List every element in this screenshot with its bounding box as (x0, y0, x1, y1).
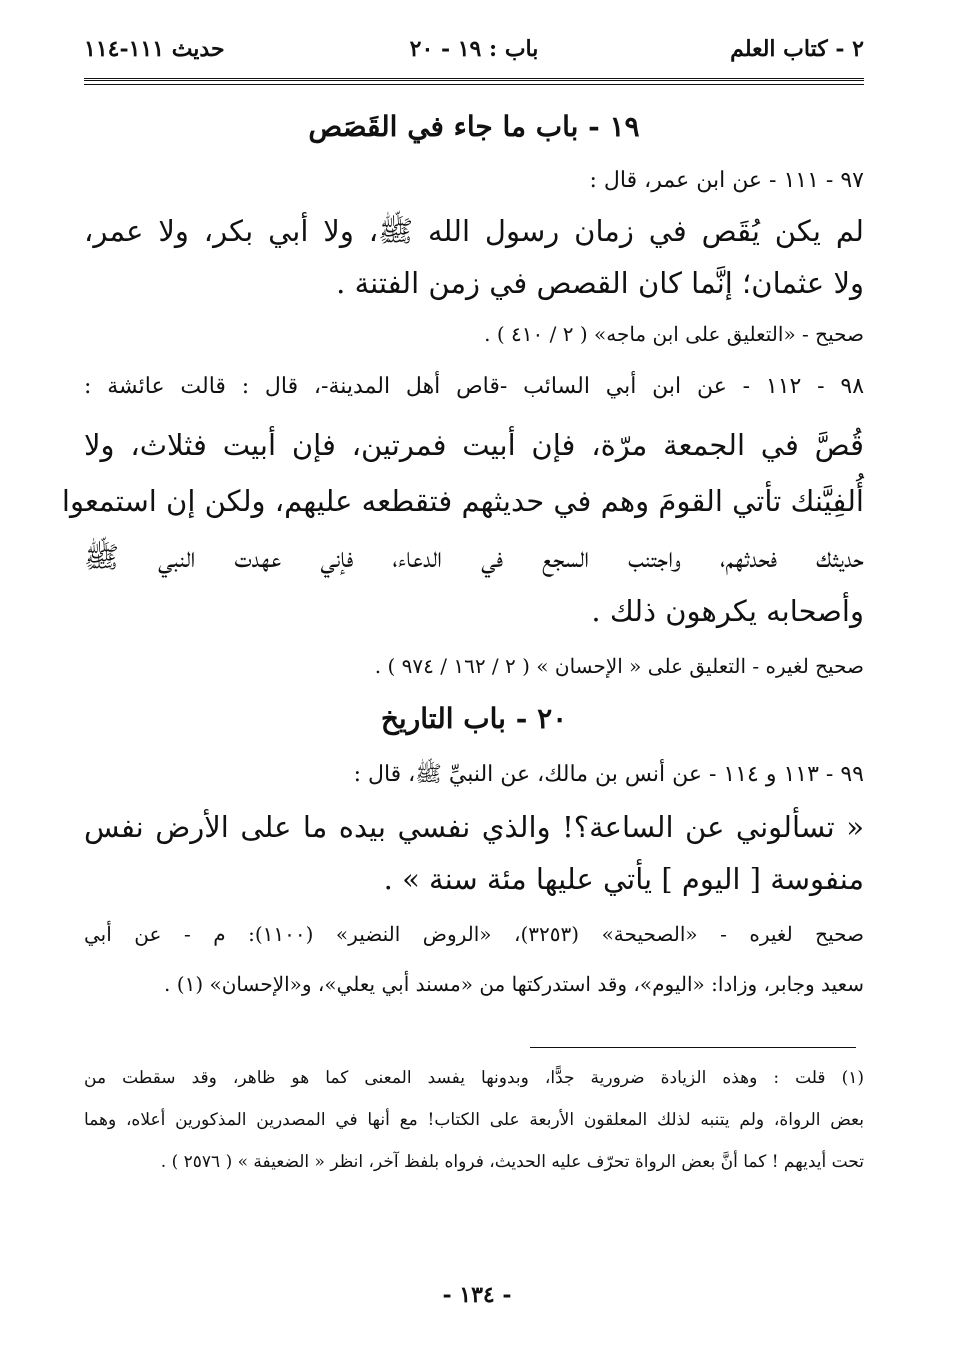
hadith-99-grading-line-2: سعيد وجابر، وزادا: «اليوم»، وقد استدركتها من «مسند أبي يعلي»، و«الإحسان» (١) . (164, 972, 864, 996)
hadith-99-text-line-2: منفوسة [ اليوم ] يأتي عليها مئة سنة » . (383, 862, 864, 896)
footnote-line-3: تحت أيديهم ! كما أنَّ بعض الرواة تحرّف عليه الحديث، فرواه بلفظ آخر، انظر « الضعيفة » ( ٢٥٧٦ ) . (160, 1152, 864, 1172)
footnote-line-1: (١) قلت : وهذه الزيادة ضرورية جدًّا، وبدونها يفسد المعنى كما هو ظاهر، وقد سقطت من (84, 1068, 864, 1088)
header-book-title: ٢ - كتاب العلم (730, 36, 864, 62)
hadith-98-text-line-4: وأصحابه يكرهون ذلك . (591, 594, 864, 628)
hadith-97-grading: صحيح - «التعليق على ابن ماجه» ( ٢ / ٤١٠ ) . (484, 322, 864, 346)
chapter-19-title: ١٩ - باب ما جاء في القَصَص (308, 110, 640, 143)
header-chapter-range: باب : ١٩ - ٢٠ (409, 36, 539, 62)
running-header (84, 32, 864, 72)
footnote-line-2: بعض الرواة، ولم يتنبه لذلك المعلقون الأربعة على الكتاب! مع أنها في المصدرين المذكورين أعلاه، وهما (84, 1110, 864, 1130)
footnote-divider (530, 1047, 856, 1048)
hadith-98-intro: ٩٨ - ١١٢ - عن ابن أبي السائب -قاص أهل المدينة-، قال : قالت عائشة : (84, 374, 865, 399)
hadith-98-text-line-3: حديثك فحدثهم، واجتنب السجع في الدعاء، فإني عهدت النبي ﷺ (84, 540, 864, 574)
header-divider (84, 78, 864, 85)
hadith-97-intro: ٩٧ - ١١١ - عن ابن عمر، قال : (589, 168, 864, 193)
hadith-99-grading-line-1: صحيح لغيره - «الصحيحة» (٣٢٥٣)، «الروض النضير» (١١٠٠): م - عن أبي (84, 922, 865, 946)
hadith-98-grading: صحيح لغيره - التعليق على « الإحسان » ( ٢ / ١٦٢ / ٩٧٤ ) . (374, 654, 864, 678)
hadith-99-text-line-1: « تسألوني عن الساعة؟! والذي نفسي بيده ما على الأرض نفس (84, 810, 864, 844)
page-number: - ١٣٤ - (442, 1282, 512, 1308)
header-hadith-range: حديث ١١١-١١٤ (84, 36, 225, 62)
hadith-99-intro: ٩٩ - ١١٣ و ١١٤ - عن أنس بن مالك، عن النبيِّ ﷺ، قال : (353, 762, 864, 787)
hadith-98-text-line-2: أُلفِيَّنك تأتي القومَ وهم في حديثهم فتقطعه عليهم، ولكن إن استمعوا (61, 484, 864, 518)
hadith-98-text-line-1: قُصَّ في الجمعة مرّة، فإن أبيت فمرتين، فإن أبيت فثلاث، ولا (84, 428, 864, 462)
hadith-97-text-line-2: ولا عثمان؛ إنَّما كان القصص في زمن الفتنة . (336, 266, 864, 300)
hadith-97-text-line-1: لم يكن يُقَص في زمان رسول الله ﷺ، ولا أبي بكر، ولا عمر، (84, 214, 864, 248)
chapter-20-title: ٢٠ - باب التاريخ (380, 702, 568, 735)
